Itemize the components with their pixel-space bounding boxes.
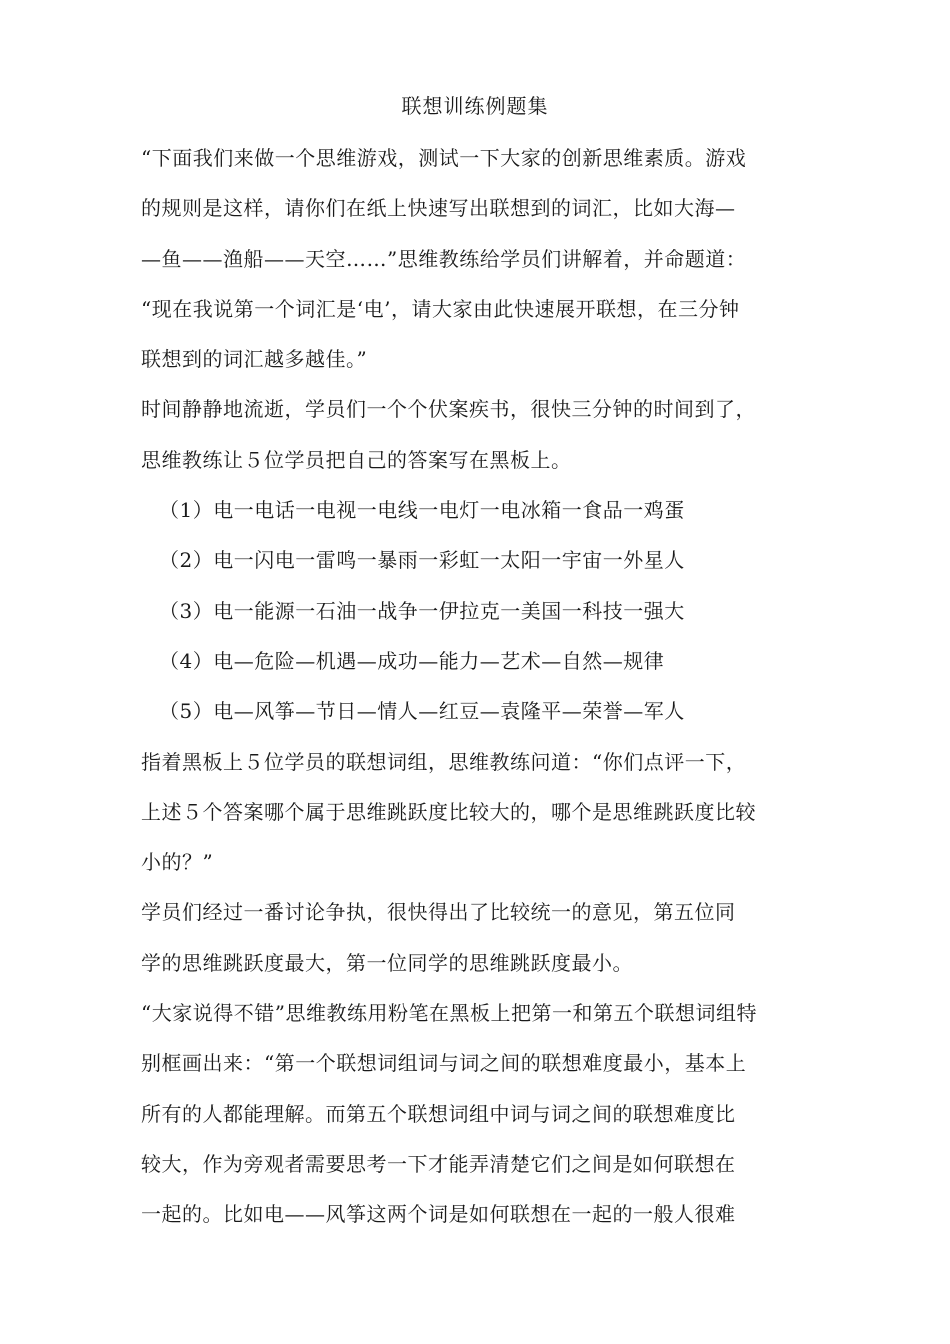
paragraph-line: 别框画出来：“第一个联想词组词与词之间的联想难度最小，基本上 (141, 1051, 747, 1076)
list-item: （5）电—风筝—节日—情人—红豆—袁隆平—荣誉—军人 (159, 699, 685, 724)
list-item: （1）电一电话一电视一电线一电灯一电冰箱一食品一鸡蛋 (159, 498, 685, 523)
list-item: （3）电一能源一石油一战争一伊拉克一美国一科技一强大 (159, 598, 685, 623)
paragraph-line: 的规则是这样，请你们在纸上快速写出联想到的词汇，比如大海— (141, 196, 736, 221)
list-item: （4）电—危险—机遇—成功—能力—艺术—自然—规律 (159, 648, 665, 673)
list-item: （2）电一闪电一雷鸣一暴雨一彩虹一太阳一宇宙一外星人 (159, 548, 685, 573)
paragraph-line: 小的？” (141, 850, 214, 875)
paragraph-line: 时间静静地流逝，学员们一个个伏案疾书，很快三分钟的时间到了， (141, 397, 756, 422)
paragraph-line: 思维教练让５位学员把自己的答案写在黑板上。 (141, 447, 572, 472)
paragraph-line: 学的思维跳跃度最大，第一位同学的思维跳跃度最小。 (141, 950, 633, 975)
paragraph-line: 较大，作为旁观者需要思考一下才能弄清楚它们之间是如何联想在 (141, 1151, 736, 1176)
paragraph-line: “现在我说第一个词汇是‘电’，请大家由此快速展开联想，在三分钟 (141, 296, 740, 321)
paragraph-line: 指着黑板上５位学员的联想词组，思维教练问道：“你们点评一下， (141, 749, 747, 774)
paragraph-line: 所有的人都能理解。而第五个联想词组中词与词之间的联想难度比 (141, 1101, 736, 1126)
paragraph-line: 一起的。比如电——风筝这两个词是如何联想在一起的一般人很难 (141, 1202, 736, 1227)
paragraph-line: 联想到的词汇越多越佳。” (141, 347, 368, 372)
paragraph-line: “大家说得不错”思维教练用粉笔在黑板上把第一和第五个联想词组特 (141, 1001, 757, 1026)
paragraph-line: “下面我们来做一个思维游戏，测试一下大家的创新思维素质。游戏 (141, 146, 747, 170)
document-body (141, 143, 821, 1250)
paragraph-line: 学员们经过一番讨论争执，很快得出了比较统一的意见，第五位同 (141, 900, 736, 925)
document-title: 联想训练例题集 (401, 94, 549, 118)
paragraph-line: 上述５个答案哪个属于思维跳跃度比较大的，哪个是思维跳跃度比较 (141, 799, 756, 824)
paragraph-line: —鱼——渔船——天空……”思维教练给学员们讲解着，并命题道： (141, 246, 747, 271)
